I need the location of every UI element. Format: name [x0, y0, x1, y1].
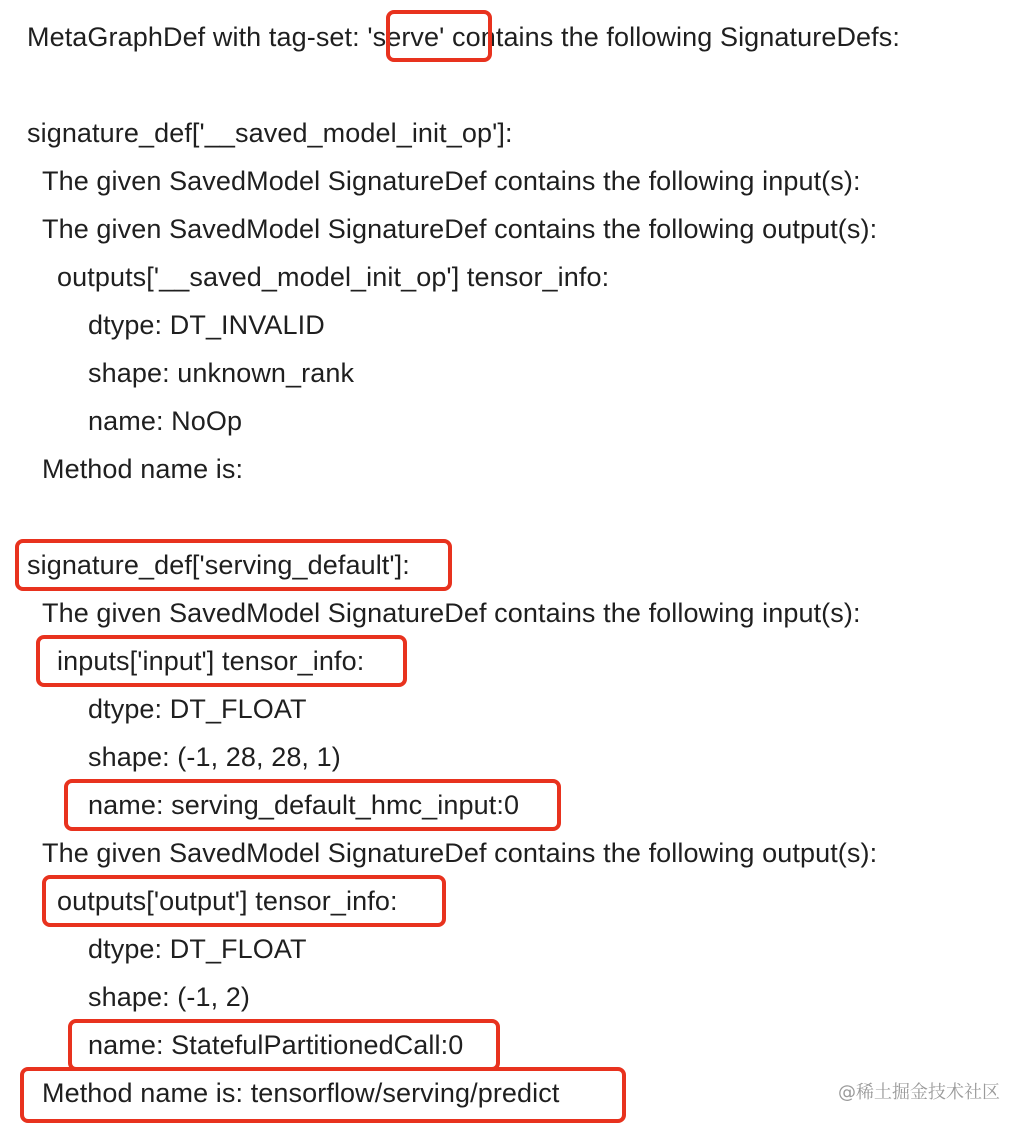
serving-default-input-shape: shape: (-1, 28, 28, 1): [88, 742, 341, 772]
serving-default-input-name: name: serving_default_hmc_input:0: [88, 790, 520, 820]
serving-default-input-dtype: dtype: DT_FLOAT: [88, 694, 307, 724]
init-op-signature: signature_def['__saved_model_init_op']:: [27, 118, 513, 148]
init-op-inputs-heading: The given SavedModel SignatureDef contains the following input(s):: [42, 166, 861, 196]
tag-set-value: 'serve': [367, 22, 445, 52]
init-op-outputs-heading: The given SavedModel SignatureDef contains the following output(s):: [42, 214, 878, 244]
init-op-output-key: outputs['__saved_model_init_op'] tensor_info:: [57, 262, 610, 292]
serving-default-output-dtype: dtype: DT_FLOAT: [88, 934, 307, 964]
header-prefix: MetaGraphDef with tag-set:: [27, 22, 368, 52]
watermark: @稀土掘金技术社区: [838, 1082, 1000, 1103]
serving-default-output-key: outputs['output'] tensor_info:: [57, 886, 398, 916]
serving-default-signature: signature_def['serving_default']:: [27, 550, 410, 580]
serving-default-outputs-heading: The given SavedModel SignatureDef contains the following output(s):: [42, 838, 878, 868]
header-suffix: contains the following SignatureDefs:: [444, 22, 900, 52]
init-op-shape: shape: unknown_rank: [88, 358, 355, 388]
serving-default-inputs-heading: The given SavedModel SignatureDef contains the following input(s):: [42, 598, 861, 628]
init-op-dtype: dtype: DT_INVALID: [88, 310, 325, 340]
metagraph-header: [27, 13, 900, 61]
serving-default-method: Method name is: tensorflow/serving/predict: [42, 1078, 560, 1108]
init-op-name: name: NoOp: [88, 406, 243, 436]
serving-default-output-shape: shape: (-1, 2): [88, 982, 250, 1012]
serving-default-input-key: inputs['input'] tensor_info:: [57, 646, 365, 676]
serving-default-output-name: name: StatefulPartitionedCall:0: [88, 1030, 464, 1060]
init-op-method: Method name is:: [42, 454, 244, 484]
